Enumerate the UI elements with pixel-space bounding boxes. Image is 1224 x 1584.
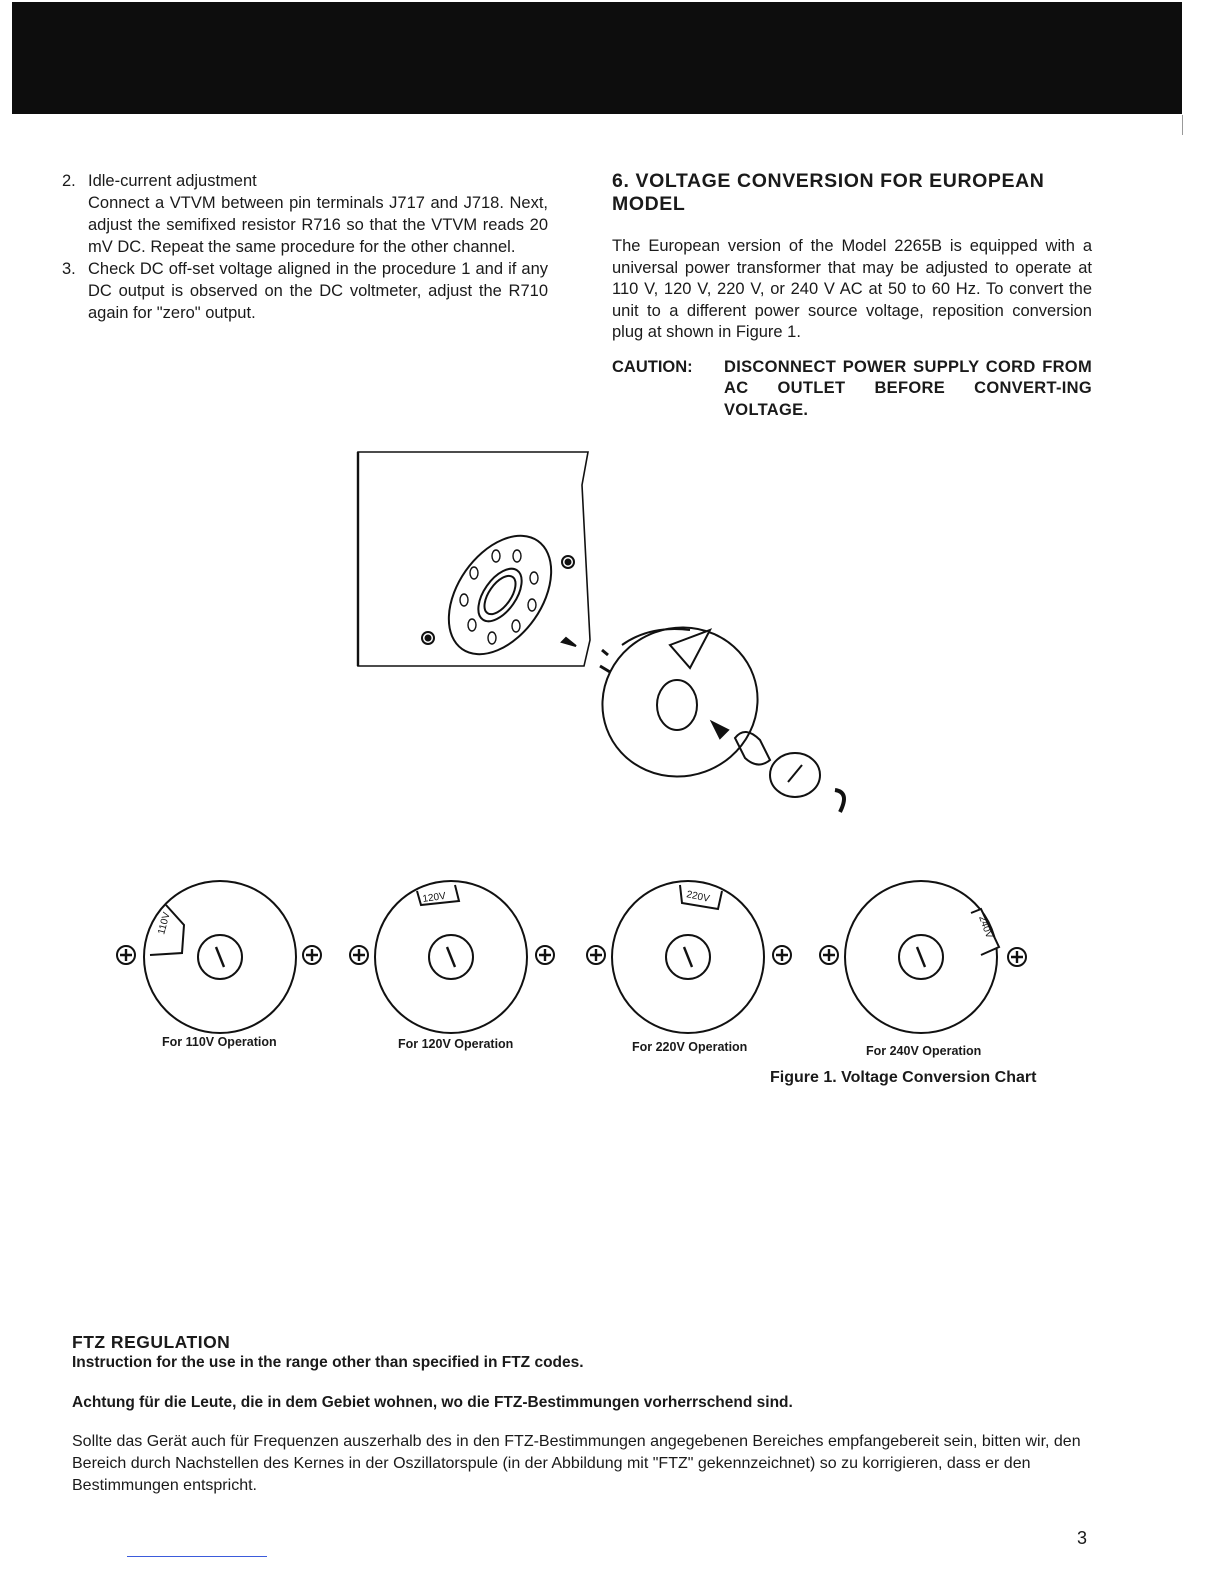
footer-rule <box>127 1556 267 1557</box>
dial-voltage-label: 110V <box>156 911 173 936</box>
caution-label: CAUTION: <box>612 357 693 376</box>
caution-text: DISCONNECT POWER SUPPLY CORD FROM AC OUTLET BEFORE CONVERT-ING VOLTAGE. <box>724 357 1092 419</box>
dial-voltage-label: 220V <box>685 889 711 905</box>
step-text: Connect a VTVM between pin terminals J717 and J718. Next, adjust the semifixed resistor R716 so that the VTVM reads 20 mV DC. Repeat the same procedure for the other channel. <box>88 194 548 256</box>
margin-rule <box>1182 115 1183 135</box>
caution-note <box>612 357 1092 422</box>
dial-voltage-label: 240V <box>976 914 995 940</box>
page-number: 3 <box>1077 1528 1088 1548</box>
ftz-heading: FTZ REGULATION <box>72 1332 231 1352</box>
ftz-regulation-section <box>72 1331 1082 1497</box>
voltage-dial-120v <box>345 875 555 1045</box>
adjustment-steps <box>62 170 548 324</box>
step-number: 2. <box>62 172 76 190</box>
figure-title: Figure 1. Voltage Conversion Chart <box>770 1069 1037 1086</box>
section-paragraph: The European version of the Model 2265B is equipped with a universal power transformer that may be adjusted to operate at 110 V, 120 V, 220 V, or 240 V AC at 50 to 60 Hz. To convert the unit to a different power source voltage, reposition conversion plug at shown in Figure 1. <box>612 237 1092 341</box>
conversion-plug-illustration <box>340 440 870 820</box>
ftz-body: Sollte das Gerät auch für Frequenzen auszerhalb des in den FTZ-Bestimmungen angegebenen Bereiches empfangebereit sein, bitten wir, den Bereich durch Nachstellen des Kernes in der Oszillatorspule (in der Abbildung mit "FTZ" gekennzeichnet) so zu korrigieren, dass er den Bestimmungen entspricht. <box>72 1433 1081 1494</box>
step-2 <box>62 170 548 258</box>
ftz-subheading: Instruction for the use in the range other than specified in FTZ codes. <box>72 1354 584 1371</box>
voltage-dial-220v <box>582 875 792 1045</box>
dial-caption-220v: For 220V Operation <box>632 1040 748 1054</box>
dial-caption-120v: For 120V Operation <box>398 1037 514 1051</box>
section-title: 6. VOLTAGE CONVERSION FOR EUROPEAN MODEL <box>612 170 1045 215</box>
step-3 <box>62 258 548 324</box>
header-black-bar <box>12 2 1182 114</box>
dial-caption-240v: For 240V Operation <box>866 1044 982 1058</box>
voltage-dial-240v <box>815 875 1035 1045</box>
step-number: 3. <box>62 260 76 278</box>
step-text: Check DC off-set voltage aligned in the procedure 1 and if any DC output is observed on the DC voltmeter, adjust the R710 again for "zero" output. <box>88 260 548 322</box>
dial-caption-110v: For 110V Operation <box>162 1035 277 1049</box>
ftz-german-heading: Achtung für die Leute, die in dem Gebiet wohnen, wo die FTZ-Bestimmungen vorherrschend sind. <box>72 1394 793 1411</box>
voltage-conversion-section <box>612 170 1092 421</box>
step-title: Idle-current adjustment <box>88 172 257 190</box>
voltage-dial-110v <box>112 875 322 1045</box>
dial-voltage-label: 120V <box>421 890 447 905</box>
